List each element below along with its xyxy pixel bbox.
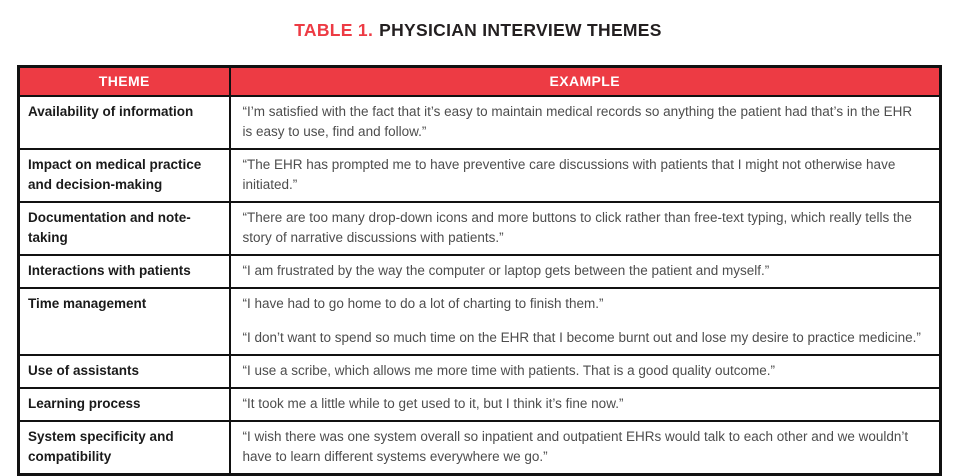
theme-cell: Time management <box>19 288 230 355</box>
table-row <box>19 421 941 475</box>
theme-column-header: THEME <box>19 67 230 97</box>
example-cell <box>230 421 941 475</box>
example-cell <box>230 288 941 355</box>
table-title <box>0 20 956 41</box>
example-quote: “I am frustrated by the way the computer or laptop gets between the patient and myself.” <box>242 263 770 278</box>
table-row <box>19 255 941 288</box>
table-row <box>19 355 941 388</box>
table-row <box>19 288 941 355</box>
theme-cell: System specificity and compatibility <box>19 421 230 475</box>
example-cell <box>230 149 941 202</box>
example-cell <box>230 96 941 149</box>
physician-interview-themes-table <box>17 65 942 476</box>
theme-cell: Impact on medical practice and decision-making <box>19 149 230 202</box>
table-title-number: TABLE 1. <box>294 20 374 40</box>
example-quote: “I don’t want to spend so much time on the EHR that I become burnt out and lose my desire to practice medicine.” <box>242 330 921 345</box>
theme-cell: Interactions with patients <box>19 255 230 288</box>
table-header <box>19 67 941 97</box>
example-quote: “It took me a little while to get used to it, but I think it’s fine now.” <box>242 396 624 411</box>
example-quote: “I wish there was one system overall so inpatient and outpatient EHRs would talk to each other and we wouldn’t have to learn different systems everywhere we go.” <box>242 429 909 464</box>
example-quote: “The EHR has prompted me to have preventive care discussions with patients that I might not otherwise have initiated.” <box>242 157 896 192</box>
header-row <box>19 67 941 97</box>
theme-cell: Use of assistants <box>19 355 230 388</box>
example-quote: “I’m satisfied with the fact that it’s easy to maintain medical records so anything the patient had that’s in the EHR is easy to use, find and follow.” <box>242 104 913 139</box>
example-quote: “I have had to go home to do a lot of charting to finish them.” <box>242 296 604 311</box>
theme-cell: Availability of information <box>19 96 230 149</box>
table-body <box>19 96 941 475</box>
example-quote: “There are too many drop-down icons and more buttons to click rather than free-text typing, which really tells the story of narrative discussions with patients.” <box>242 210 912 245</box>
table-row <box>19 202 941 255</box>
table-title-text: PHYSICIAN INTERVIEW THEMES <box>379 20 662 40</box>
example-cell <box>230 202 941 255</box>
table-row <box>19 96 941 149</box>
example-cell <box>230 255 941 288</box>
example-column-header: EXAMPLE <box>230 67 941 97</box>
table-row <box>19 149 941 202</box>
example-cell <box>230 388 941 421</box>
theme-cell: Documentation and note-taking <box>19 202 230 255</box>
example-cell <box>230 355 941 388</box>
table-row <box>19 388 941 421</box>
example-quote: “I use a scribe, which allows me more time with patients. That is a good quality outcome.” <box>242 363 775 378</box>
theme-cell: Learning process <box>19 388 230 421</box>
